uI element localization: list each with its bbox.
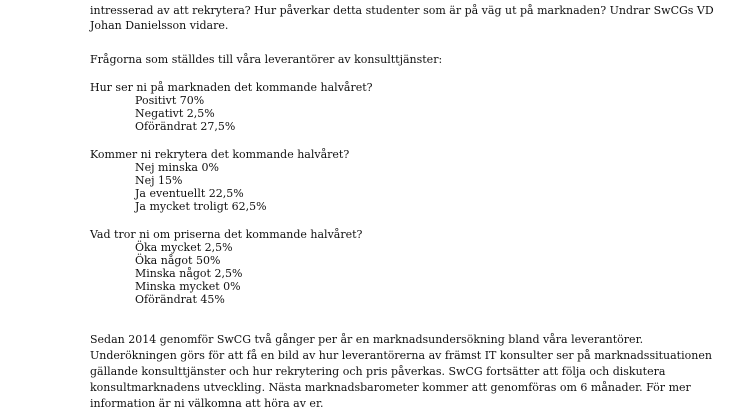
answer-item: Negativt 2,5% [135, 107, 215, 120]
question-market-outlook: Hur ser ni på marknaden det kommande halvåret? [90, 81, 373, 94]
closing-line-5: information är ni välkomna att höra av er. [90, 397, 324, 410]
intro-line-2: Johan Danielsson vidare. [90, 19, 229, 32]
closing-line-2: Underökningen görs för att få en bild av hur leverantörerna av främst IT konsulter ser på marknadssituationen [90, 349, 712, 362]
closing-line-4: konsultmarknadens utveckling. Nästa marknadsbarometer kommer att genomföras om 6 månader. För mer [90, 381, 691, 394]
question-prices: Vad tror ni om priserna det kommande halvåret? [90, 228, 363, 241]
answer-item: Ja eventuellt 22,5% [135, 187, 244, 200]
closing-line-3: gällande konsulttjänster och hur rekrytering och pris påverkas. SwCG fortsätter att följa och diskutera [90, 365, 666, 378]
answer-item: Oförändrat 27,5% [135, 120, 236, 133]
answer-item: Minska något 2,5% [135, 267, 243, 280]
questions-heading: Frågorna som ställdes till våra leverantörer av konsulttjänster: [90, 53, 443, 66]
answer-item: Minska mycket 0% [135, 280, 241, 293]
answer-item: Positivt 70% [135, 94, 205, 107]
answer-item: Nej minska 0% [135, 161, 219, 174]
answer-item: Öka mycket 2,5% [135, 241, 233, 254]
closing-line-1: Sedan 2014 genomför SwCG två gånger per år en marknadsundersökning bland våra leverantörer. [90, 333, 644, 346]
answer-item: Oförändrat 45% [135, 293, 225, 306]
intro-line-1: intresserad av att rekrytera? Hur påverkar detta studenter som är på väg ut på marknaden? Undrar SwCGs VD [90, 4, 714, 17]
answer-item: Nej 15% [135, 174, 183, 187]
answer-item: Öka något 50% [135, 254, 221, 267]
question-recruitment: Kommer ni rekrytera det kommande halvåret? [90, 148, 350, 161]
answer-item: Ja mycket troligt 62,5% [135, 200, 267, 213]
